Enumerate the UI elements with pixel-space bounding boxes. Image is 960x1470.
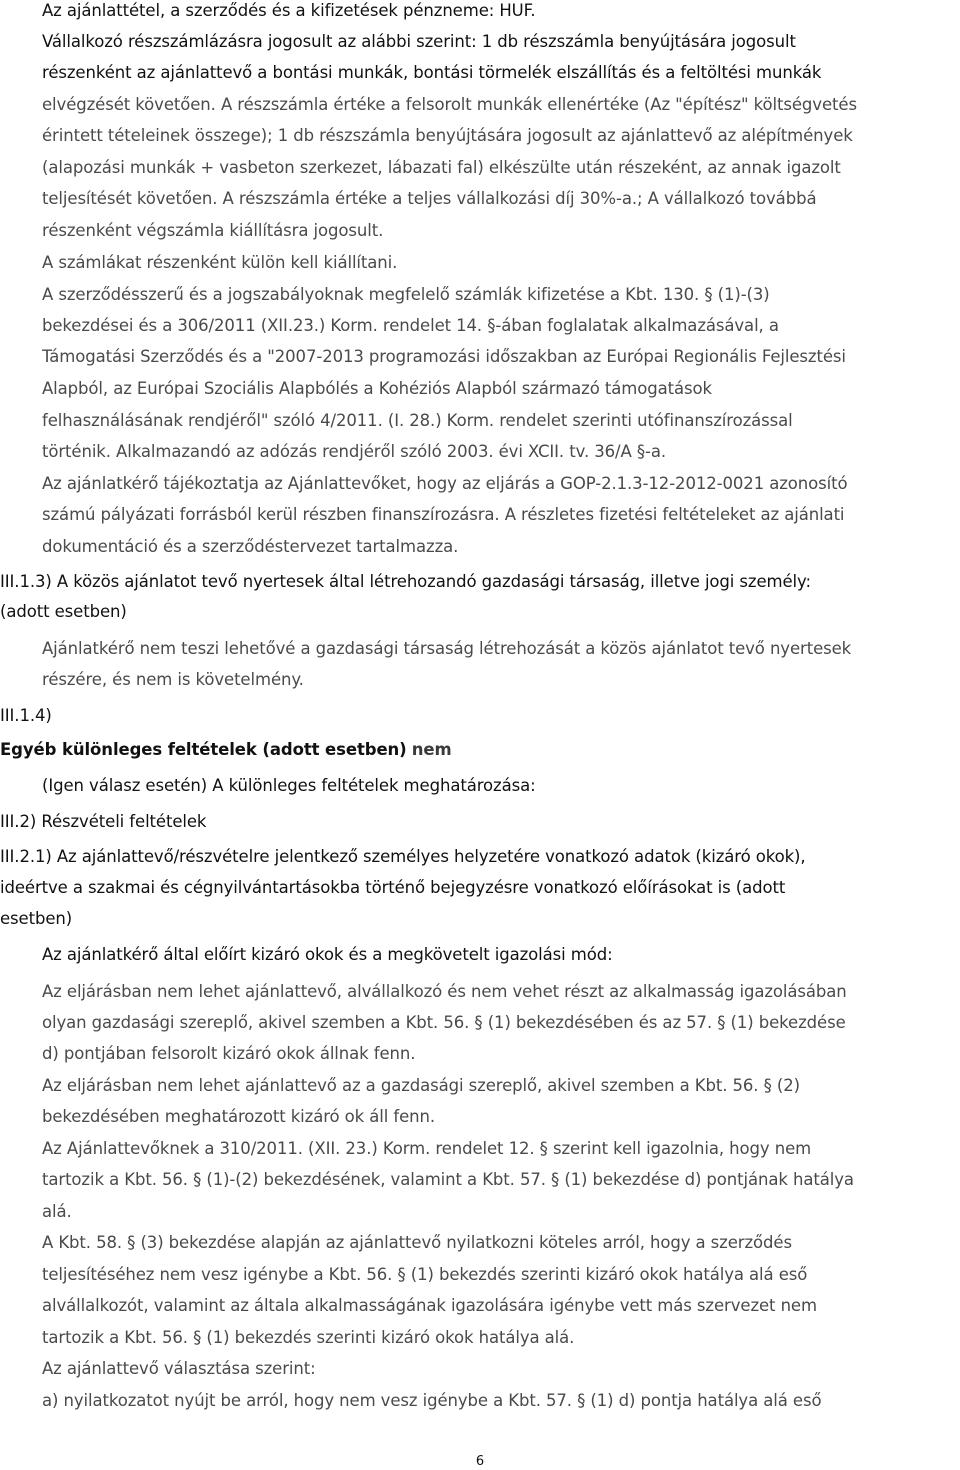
text-line: részenként végszámla kiállításra jogosult.: [42, 221, 384, 240]
text-line: Az ajánlatkérő által előírt kizáró okok és a megkövetelt igazolási mód:: [42, 945, 613, 964]
section-heading: III.2) Részvételi feltételek: [0, 812, 207, 831]
text-line: A szerződésszerű és a jogszabályoknak megfelelő számlák kifizetése a Kbt. 130. § (1)-(3): [42, 285, 770, 304]
text-line: (Igen válasz esetén) A különleges feltételek meghatározása:: [42, 776, 536, 795]
text-line: Támogatási Szerződés és a "2007-2013 programozási időszakban az Európai Regionális Fejlesztési: [42, 347, 846, 366]
text-line: tartozik a Kbt. 56. § (1) bekezdés szerinti kizáró okok hatálya alá.: [42, 1328, 575, 1347]
text-line: A számlákat részenként külön kell kiállítani.: [42, 253, 398, 272]
text-line: esetben): [0, 909, 73, 928]
text-line: történik. Alkalmazandó az adózás rendjéről szóló 2003. évi XCII. tv. 36/A §-a.: [42, 442, 667, 461]
text-line: d) pontjában felsorolt kizáró okok állnak fenn.: [42, 1044, 416, 1063]
currency-line: Az ajánlattétel, a szerződés és a kifizetések pénzneme: HUF.: [42, 1, 536, 20]
text-line: számú pályázati forrásból kerül részben finanszírozásra. A részletes fizetési feltételeket az ajánlati: [42, 505, 845, 524]
section-heading: [0, 739, 452, 761]
text-line: ideértve a szakmai és cégnyilvántartásokba történő bejegyzésre vonatkozó előírásokat is (adott: [0, 878, 786, 897]
text-line: tartozik a Kbt. 56. § (1)-(2) bekezdésének, valamint a Kbt. 57. § (1) bekezdése d) pontjának hatálya: [42, 1170, 854, 1189]
text-line: bekezdésében meghatározott kizáró ok áll fenn.: [42, 1107, 436, 1126]
text-line: Az eljárásban nem lehet ajánlattevő az a gazdasági szereplő, akivel szemben a Kbt. 56. § (2): [42, 1076, 800, 1095]
text-line: olyan gazdasági szereplő, akivel szemben a Kbt. 56. § (1) bekezdésében és az 57. § (1) bekezdése: [42, 1013, 846, 1032]
page-number: 6: [475, 1454, 485, 1469]
text-line: (adott esetben): [0, 602, 127, 621]
text-line: részenként az ajánlattevő a bontási munkák, bontási törmelék elszállítás és a feltöltési munkák: [42, 63, 822, 82]
text-line: felhasználásának rendjéről" szóló 4/2011. (I. 28.) Korm. rendelet szerinti utófinanszírozással: [42, 411, 793, 430]
special-conditions-value: nem: [411, 740, 452, 759]
text-line: alá.: [42, 1202, 72, 1221]
section-heading: III.1.4): [0, 706, 52, 725]
text-line: elvégzését követően. A részszámla értéke a felsorolt munkák ellenértéke (Az "építész" költségvetés: [42, 95, 857, 114]
text-line: dokumentáció és a szerződéstervezet tartalmazza.: [42, 537, 459, 556]
text-line: bekezdései és a 306/2011 (XII.23.) Korm. rendelet 14. §-ában foglalatak alkalmazásával, a: [42, 316, 779, 335]
text-line: Az eljárásban nem lehet ajánlattevő, alvállalkozó és nem vehet részt az alkalmasság igazolásában: [42, 982, 847, 1001]
text-line: a) nyilatkozatot nyújt be arról, hogy nem vesz igénybe a Kbt. 57. § (1) d) pontja hatálya alá eső: [42, 1391, 822, 1410]
text-line: A Kbt. 58. § (3) bekezdése alapján az ajánlattevő nyilatkozni köteles arról, hogy a szerződés: [42, 1233, 792, 1252]
text-line: alvállalkozót, valamint az általa alkalmasságának igazolására igénybe vett más szervezet nem: [42, 1296, 817, 1315]
text-line: részére, és nem is követelmény.: [42, 670, 304, 689]
text-line: teljesítéséhez nem vesz igénybe a Kbt. 56. § (1) bekezdés szerinti kizáró okok hatálya alá eső: [42, 1265, 808, 1284]
text-line: Az ajánlatkérő tájékoztatja az Ajánlattevőket, hogy az eljárás a GOP-2.1.3-12-2012-0021 azonosító: [42, 474, 848, 493]
text-line: Alapból, az Európai Szociális Alapbólés a Kohéziós Alapból származó támogatások: [42, 379, 712, 398]
text-line: érintett tételeinek összege); 1 db részszámla benyújtására jogosult az ajánlattevő az alépítmények: [42, 126, 853, 145]
text-line: Ajánlatkérő nem teszi lehetővé a gazdasági társaság létrehozását a közös ajánlatot tevő nyertesek: [42, 639, 852, 658]
text-line: (alapozási munkák + vasbeton szerkezet, lábazati fal) elkészülte után részeként, az annak igazolt: [42, 158, 841, 177]
text-line: Az ajánlattevő választása szerint:: [42, 1359, 316, 1378]
text-line: teljesítését követően. A részszámla értéke a teljes vállalkozási díj 30%-a.; A vállalkozó továbbá: [42, 189, 817, 208]
text-line: Az Ajánlattevőknek a 310/2011. (XII. 23.) Korm. rendelet 12. § szerint kell igazolnia, hogy nem: [42, 1139, 812, 1158]
section-heading: III.1.3) A közös ajánlatot tevő nyertesek által létrehozandó gazdasági társaság, illetve jogi személy:: [0, 572, 811, 591]
text-line: Vállalkozó részszámlázásra jogosult az alábbi szerint: 1 db részszámla benyújtására jogosult: [42, 32, 796, 51]
special-conditions-label: Egyéb különleges feltételek (adott esetben): [0, 740, 407, 759]
section-heading: III.2.1) Az ajánlattevő/részvételre jelentkező személyes helyzetére vonatkozó adatok (kizáró okok),: [0, 847, 806, 866]
